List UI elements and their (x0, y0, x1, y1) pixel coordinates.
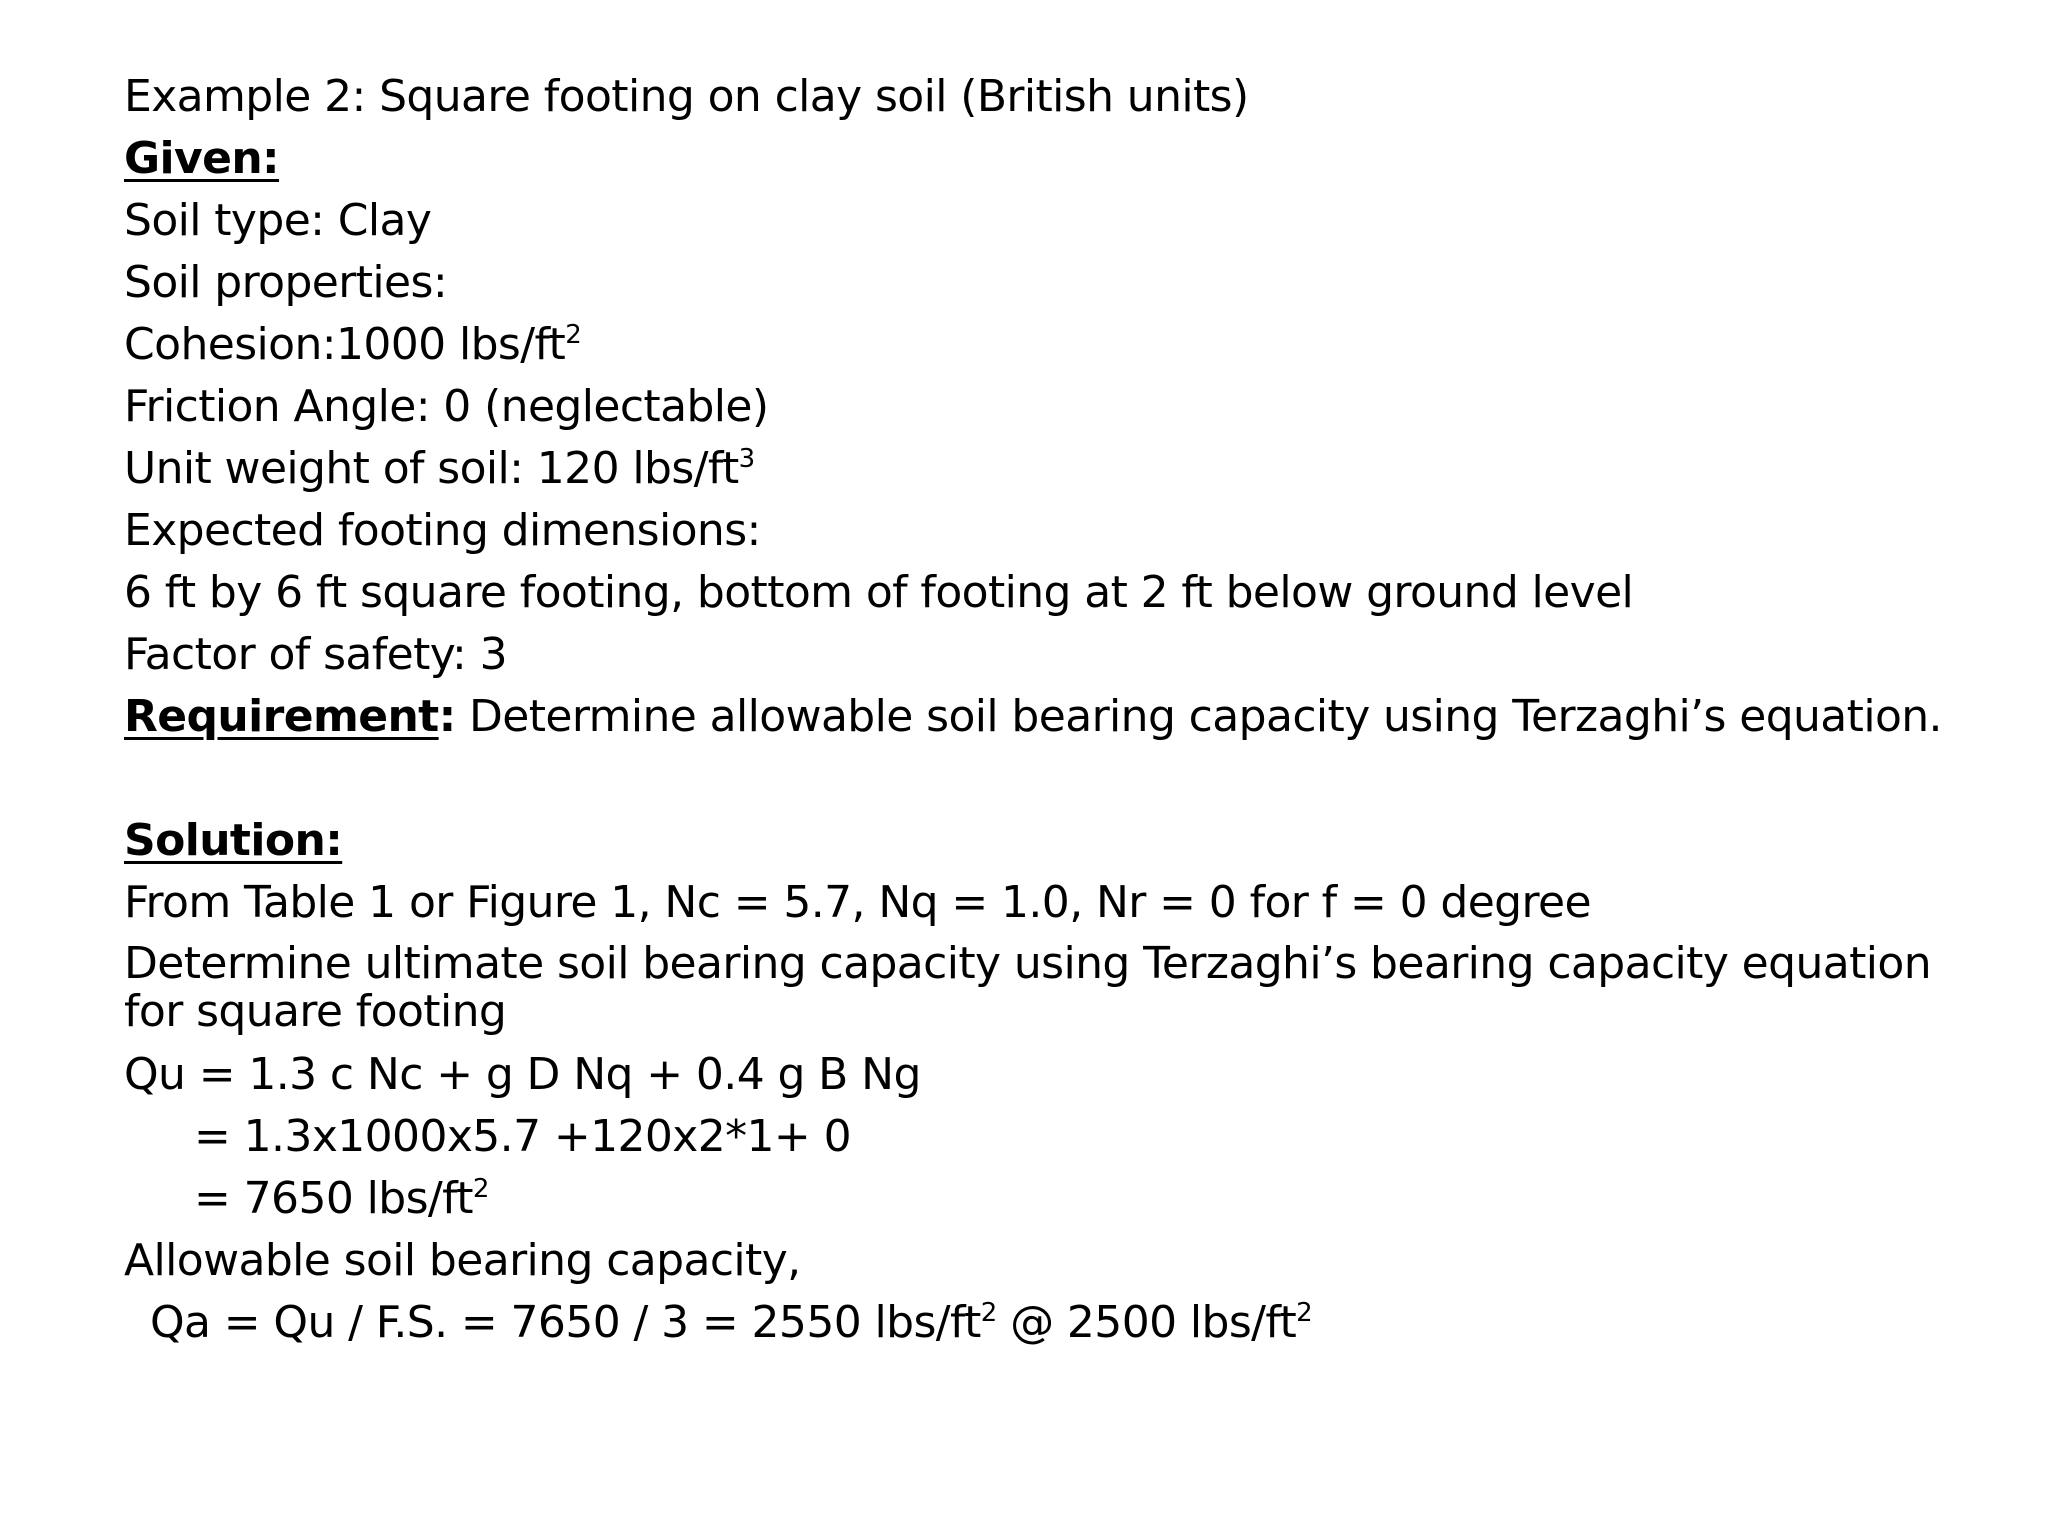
allowable-label: Allowable soil bearing capacity, (124, 1235, 801, 1286)
friction-angle: Friction Angle: 0 (neglectable) (124, 381, 769, 432)
ultimate-result-exponent: 2 (472, 1174, 489, 1204)
solution-heading: Solution: (124, 815, 343, 866)
requirement-colon: : (438, 691, 456, 742)
terzaghi-equation: Qu = 1.3 c Nc + g D Nq + 0.4 g B Ng (124, 1049, 921, 1100)
qa-text: Qa = Qu / F.S. = 7650 / 3 = 2550 lbs/ft (150, 1297, 981, 1348)
requirement-text: Determine allowable soil bearing capacity using Terzaghi’s equation. (455, 691, 1942, 742)
bearing-factors: From Table 1 or Figure 1, Nc = 5.7, Nq = 1.0, Nr = 0 for f = 0 degree (124, 877, 1591, 928)
qa-rounded-exponent: 2 (1296, 1298, 1313, 1328)
requirement (124, 686, 1984, 748)
footing-description: 6 ft by 6 ft square footing, bottom of footing at 2 ft below ground level (124, 567, 1634, 618)
determine-text: Determine ultimate soil bearing capacity using Terzaghi’s bearing capacity equation for square footing (124, 938, 1931, 1037)
unit-weight (124, 438, 1984, 500)
cohesion-text: Cohesion:1000 lbs/ft (124, 319, 566, 370)
expected-dimensions-label: Expected footing dimensions: (124, 505, 761, 556)
unit-weight-text: Unit weight of soil: 120 lbs/ft (124, 443, 739, 494)
requirement-label: Requirement (124, 691, 439, 742)
allowable-result (124, 1292, 1984, 1354)
ultimate-result-text: = 7650 lbs/ft (194, 1173, 473, 1224)
given-heading: Given: (124, 133, 280, 184)
qa-exponent: 2 (980, 1298, 997, 1328)
factor-of-safety: Factor of safety: 3 (124, 629, 508, 680)
substitution: = 1.3x1000x5.7 +120x2*1+ 0 (194, 1111, 851, 1162)
slide-title: Example 2: Square footing on clay soil (British units) (124, 71, 1249, 122)
spacer (124, 748, 1984, 810)
ultimate-result (124, 1168, 1984, 1230)
slide-content (124, 66, 1984, 1354)
unit-weight-exponent: 3 (738, 444, 755, 474)
qa-rounded-text: @ 2500 lbs/ft (996, 1297, 1297, 1348)
soil-type: Soil type: Clay (124, 195, 432, 246)
cohesion-exponent: 2 (565, 320, 582, 350)
cohesion (124, 314, 1984, 376)
soil-properties-label: Soil properties: (124, 257, 448, 308)
